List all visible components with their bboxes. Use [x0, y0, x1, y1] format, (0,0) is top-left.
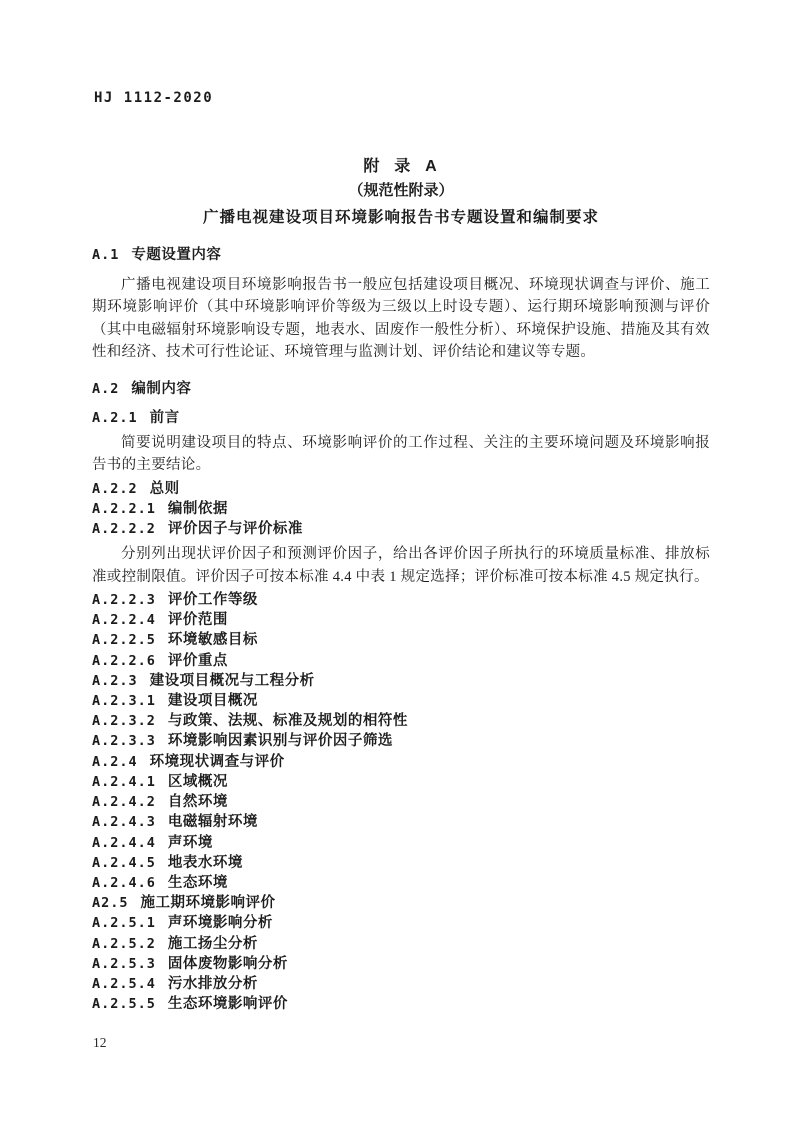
subsection-heading — [92, 812, 710, 832]
subsection-heading — [92, 913, 710, 933]
subsection-label: 评价工作等级 — [167, 592, 258, 609]
appendix-label: 附 录 A — [363, 158, 439, 175]
subsection-label: 环境敏感目标 — [167, 632, 258, 649]
section-label: 专题设置内容 — [131, 247, 222, 263]
subsection-label: 环境影响因素识别与评价因子筛选 — [167, 733, 393, 750]
subsection-number: A.2.4.3 — [92, 814, 156, 831]
subsection-label: 电磁辐射环境 — [167, 814, 258, 831]
subsection-number: A.2.4.5 — [92, 854, 156, 871]
subsection-heading — [92, 691, 710, 711]
subsection-heading — [92, 651, 710, 671]
body-paragraph: 广播电视建设项目环境影响报告书一般应包括建设项目概况、环境现状调查与评价、施工期环境影响评价（其中环境影响评价等级为三级以上时设专题）、运行期环境影响预测与评价（其中电磁辐射环境影响设专题，地表水、固废作一般性分析）、环境保护设施、措施及其有效性和经济、技术可行性论证、环境管理与监测计划、评价结论和建议等专题。 — [92, 277, 710, 361]
subsection-number: A.2.5.4 — [92, 975, 156, 992]
subsection-label: 声环境影响分析 — [167, 915, 273, 932]
subsection-number: A.2.2.3 — [92, 592, 156, 609]
subsection-heading — [92, 711, 710, 731]
subsection-label: 编制依据 — [167, 500, 228, 517]
subsection-label: 前言 — [149, 409, 180, 426]
subsection-label: 生态环境 — [167, 874, 228, 891]
subsection-heading — [92, 772, 710, 792]
subsection-label: 评价范围 — [167, 612, 228, 629]
subsection-label: 固体废物影响分析 — [167, 955, 288, 972]
subsection-heading — [92, 833, 710, 853]
section-heading — [92, 244, 710, 266]
subsection-number: A.2.1 — [92, 409, 138, 426]
subsection-heading — [92, 479, 710, 499]
section-number: A.2 — [92, 380, 120, 397]
section-label: 编制内容 — [131, 380, 192, 397]
subsection-heading — [92, 671, 710, 691]
subsection-label: 总则 — [149, 480, 180, 497]
subsection-label: 评价因子与评价标准 — [167, 521, 303, 538]
subsection-label: 评价重点 — [167, 652, 228, 669]
subsection-label: 与政策、法规、标准及规划的相符性 — [167, 713, 408, 730]
subsection-heading — [92, 792, 710, 812]
appendix-title: 广播电视建设项目环境影响报告书专题设置和编制要求 — [202, 209, 599, 226]
subsection-heading — [92, 731, 710, 751]
subsection-label: 建设项目概况 — [167, 693, 258, 710]
standard-code-header: HJ 1112-2020 — [94, 90, 214, 106]
subsection-number: A.2.3.2 — [92, 713, 156, 730]
section-number: A.1 — [92, 247, 120, 263]
subsection-number: A.2.4.2 — [92, 794, 156, 811]
subsection-heading — [92, 934, 710, 954]
subsection-label: 声环境 — [167, 834, 213, 851]
subsection-number: A.2.5.3 — [92, 955, 156, 972]
subsection-label: 污水排放分析 — [167, 975, 258, 992]
subsection-heading — [92, 974, 710, 994]
subsection-heading — [92, 893, 710, 913]
subsection-heading — [92, 630, 710, 650]
subsection-number: A.2.4 — [92, 753, 138, 770]
subsection-heading — [92, 752, 710, 772]
subsection-label: 区域概况 — [167, 773, 228, 790]
subsection-number: A.2.5.1 — [92, 915, 156, 932]
subsection-number: A.2.3.3 — [92, 733, 156, 750]
subsection-heading — [92, 873, 710, 893]
subsection-heading — [92, 853, 710, 873]
subsection-label: 施工扬尘分析 — [167, 935, 258, 952]
subsection-number: A.2.3.1 — [92, 693, 156, 710]
subsection-number: A.2.4.6 — [92, 874, 156, 891]
subsection-label: 施工期环境影响评价 — [140, 895, 276, 912]
appendix-type: （规范性附录） — [348, 182, 454, 199]
subsection-heading — [92, 954, 710, 974]
body-paragraph: 分别列出现状评价因子和预测评价因子，给出各评价因子所执行的环境质量标准、排放标准或控制限值。评价因子可按本标准 4.4 中表 1 规定选择；评价标准可按本标准 4.5 规定执行。 — [92, 546, 710, 585]
subsection-number: A.2.5.5 — [92, 996, 156, 1013]
subsection-heading — [92, 408, 710, 428]
subsection-number: A.2.3 — [92, 672, 138, 689]
subsection-number: A2.5 — [92, 895, 129, 912]
subsection-heading — [92, 499, 710, 519]
subsection-label: 地表水环境 — [167, 854, 243, 871]
subsection-label: 建设项目概况与工程分析 — [149, 672, 315, 689]
subsection-number: A.2.5.2 — [92, 935, 156, 952]
body-paragraph: 简要说明建设项目的特点、环境影响评价的工作过程、关注的主要环境问题及环境影响报告书的主要结论。 — [92, 434, 710, 474]
page-number: 12 — [93, 1035, 107, 1050]
subsection-number: A.2.2 — [92, 480, 138, 497]
subsection-number: A.2.2.2 — [92, 521, 156, 538]
subsection-number: A.2.2.6 — [92, 652, 156, 669]
section-heading — [92, 378, 710, 400]
document-body — [92, 155, 710, 1014]
subsection-heading — [92, 610, 710, 630]
subsection-number: A.2.2.5 — [92, 632, 156, 649]
subsection-number: A.2.4.1 — [92, 773, 156, 790]
subsection-heading — [92, 994, 710, 1014]
subsection-heading — [92, 519, 710, 539]
subsection-label: 自然环境 — [167, 794, 228, 811]
subsection-number: A.2.2.4 — [92, 612, 156, 629]
subsection-label: 生态环境影响评价 — [167, 996, 288, 1013]
subsection-number: A.2.2.1 — [92, 500, 156, 517]
subsection-number: A.2.4.4 — [92, 834, 156, 851]
subsection-heading — [92, 590, 710, 610]
subsection-label: 环境现状调查与评价 — [149, 753, 285, 770]
